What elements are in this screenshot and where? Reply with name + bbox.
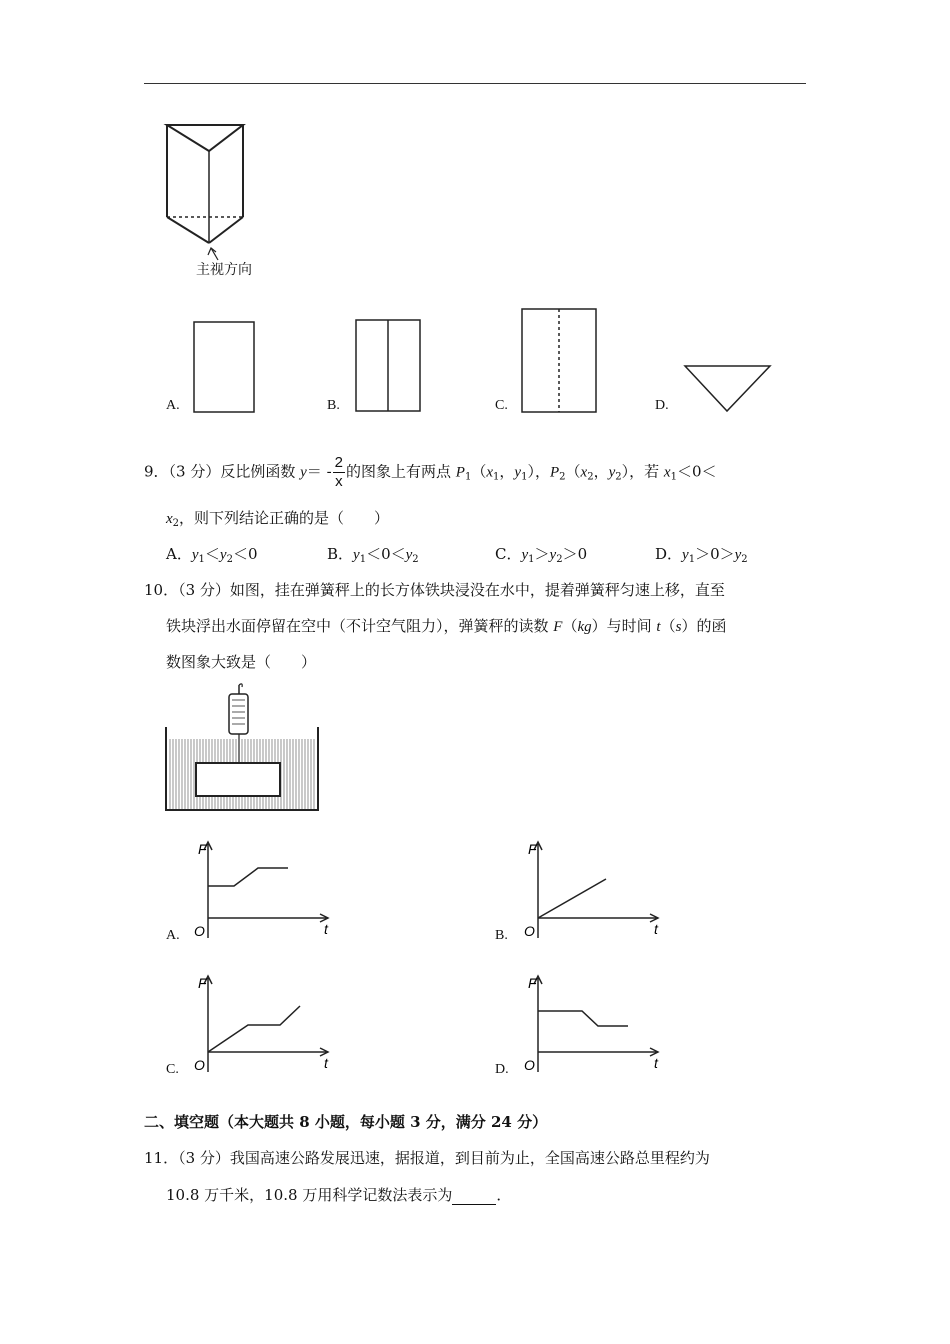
svg-text:O: O: [524, 1057, 535, 1073]
q9-stem-line2: $x_2$，则下列结论正确的是（ ）: [166, 509, 390, 529]
q10-option-c-label: C.: [166, 1062, 179, 1077]
svg-text:F: F: [198, 841, 207, 857]
q11-stem-line2: 10.8 万千米，10.8 万用科学记数法表示为 ．: [166, 1186, 512, 1204]
q10-stem-line2: 铁块浮出水面停留在空中（不计空气阻力），弹簧秤的读数 F（kg）与时间 t（s）的函: [166, 617, 727, 635]
q9-fraction: $\frac{2}{x}$: [334, 454, 343, 490]
svg-text:F: F: [198, 975, 207, 991]
view-direction-caption: 主视方向: [196, 262, 252, 278]
q8-option-b-label: B.: [327, 398, 340, 413]
svg-text:t: t: [324, 921, 328, 937]
q10-graph-a: [188, 838, 338, 942]
svg-text:t: t: [654, 1055, 658, 1071]
q8-option-a-label: A.: [166, 398, 180, 413]
q10-stem-line3: 数图象大致是（ ）: [166, 653, 317, 671]
q11-stem-line1: 11．（3 分）我国高速公路发展迅速，据报道，到目前为止，全国高速公路总里程约为: [144, 1149, 710, 1167]
svg-text:F: F: [528, 841, 537, 857]
q8-option-d-figure: [682, 362, 774, 416]
svg-text:O: O: [524, 923, 535, 939]
q8-option-c-figure: [520, 307, 600, 415]
q10-option-b-label: B.: [495, 928, 508, 943]
section-2-title: 二、填空题（本大题共 8 小题，每小题 3 分，满分 24 分）: [144, 1113, 548, 1131]
q11-answer-blank[interactable]: [452, 1190, 496, 1205]
svg-text:O: O: [194, 1057, 205, 1073]
q9-option-d: D．$y_1>0>y_2$: [655, 545, 748, 565]
svg-text:t: t: [324, 1055, 328, 1071]
q8-option-b-figure: [354, 318, 424, 414]
q9-option-a: A．$y_1<y_2<0$: [166, 545, 258, 565]
q10-graph-b: [518, 838, 668, 942]
q10-stem-line1: 10．（3 分）如图，挂在弹簧秤上的长方体铁块浸没在水中，提着弹簧秤匀速上移，直至: [144, 581, 725, 599]
q10-option-d-label: D.: [495, 1062, 509, 1077]
svg-text:t: t: [654, 921, 658, 937]
iron-block: [196, 763, 280, 796]
header-rule: [144, 83, 806, 84]
q9-stem-line1: 9．（3 分）反比例函数 y＝ - $\frac{2}{x}$ 的图象上有两点 $P_1(x_1$，$y_1$），$P_2(x_2$，$y_2$），若 $x_1<0<$: [144, 454, 717, 490]
q10-option-a-label: A.: [166, 928, 180, 943]
q9-option-b: B．$y_1<0<y_2$: [327, 545, 419, 565]
prism-top-face: [167, 125, 243, 151]
spring-scale-water-figure: [160, 682, 325, 812]
q8-option-d-label: D.: [655, 398, 669, 413]
svg-text:O: O: [194, 923, 205, 939]
q8-option-c-label: C.: [495, 398, 508, 413]
q8-option-a-figure: [192, 320, 258, 415]
q9-option-c: C．$y_1>y_2>0$: [495, 545, 588, 565]
q10-graph-d: [518, 972, 668, 1076]
svg-text:F: F: [528, 975, 537, 991]
q10-graph-c: [188, 972, 338, 1076]
